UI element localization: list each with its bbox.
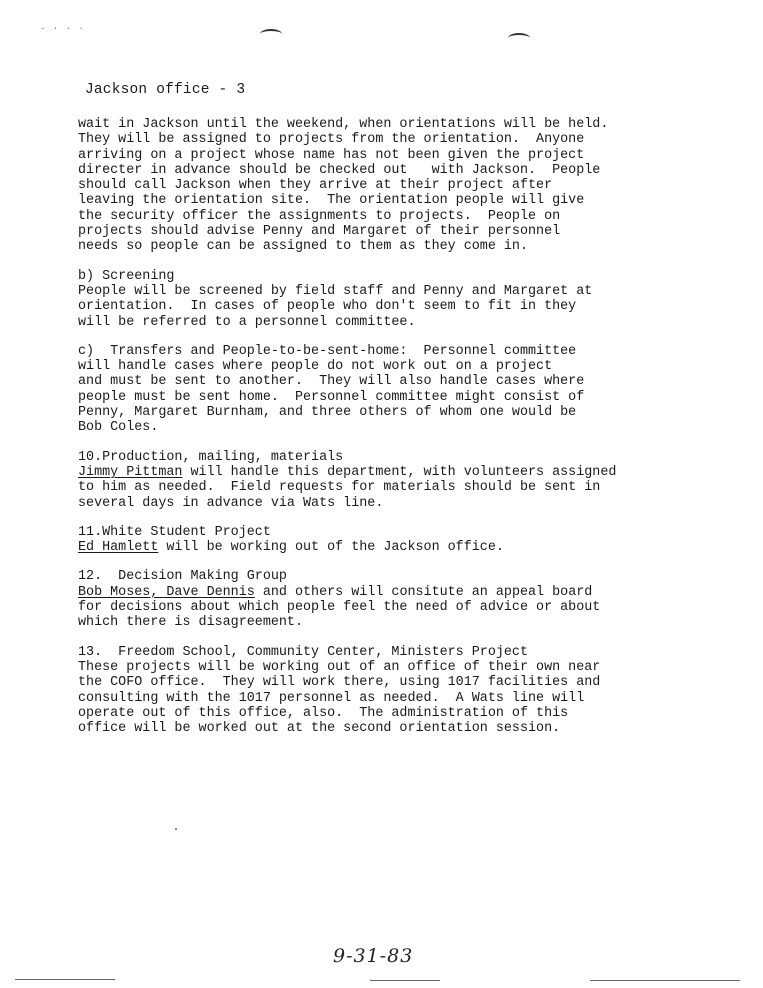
text-line: several days in advance via Wats line. — [78, 495, 384, 511]
scan-rule — [15, 979, 115, 980]
text-line: the security officer the assignments to projects. People on — [78, 208, 561, 224]
scan-smudge: - · · · — [40, 24, 85, 34]
paragraph — [78, 569, 718, 630]
text-line: arriving on a project whose name has not been given the project — [78, 147, 585, 163]
text-line: for decisions about which people feel the need of advice or about — [78, 600, 601, 616]
text-line: 11.White Student Project — [78, 524, 271, 540]
paragraph — [78, 525, 718, 556]
page-heading: Jackson office - 3 — [85, 82, 246, 98]
text-line: 12. Decision Making Group — [78, 569, 287, 585]
text-line: c) Transfers and People-to-be-sent-home: Personnel committee — [78, 343, 577, 359]
text-line: will be referred to a personnel committee. — [78, 314, 416, 330]
text-line: should call Jackson when they arrive at their project after — [78, 178, 553, 194]
paragraph — [78, 645, 718, 737]
text-line: will handle cases where people do not work out on a project — [78, 359, 553, 375]
text-line: projects should advise Penny and Margaret of their personnel — [78, 224, 561, 240]
text-line: Penny, Margaret Burnham, and three others of whom one would be — [78, 405, 577, 421]
text-line: b) Screening — [78, 268, 175, 284]
paragraph — [78, 344, 718, 436]
text-line: consulting with the 1017 personnel as needed. A Wats line will — [78, 690, 585, 706]
scan-mark — [508, 33, 530, 43]
text-line: operate out of this office, also. The administration of this — [78, 705, 569, 721]
underlined-name: Ed Hamlett — [78, 540, 159, 556]
scan-speck — [175, 828, 177, 830]
text-line: Bob Coles. — [78, 420, 159, 436]
text-line: These projects will be working out of an office of their own near — [78, 659, 601, 675]
text-line: to him as needed. Field requests for materials should be sent in — [78, 480, 601, 496]
text-line: leaving the orientation site. The orientation people will give — [78, 193, 585, 209]
document-body — [78, 117, 718, 750]
text-line: 13. Freedom School, Community Center, Ministers Project — [78, 644, 528, 660]
text-line: They will be assigned to projects from the orientation. Anyone — [78, 132, 585, 148]
document-id: 9-31-83 — [333, 945, 414, 967]
text-line: which there is disagreement. — [78, 615, 303, 631]
text-line: directer in advance should be checked out with Jackson. People — [78, 162, 601, 178]
scan-rule — [370, 980, 440, 981]
text-line: Jimmy Pittman will handle this department, with volunteers assigned — [78, 464, 617, 480]
text-line: people must be sent home. Personnel committee might consist of — [78, 389, 585, 405]
text-line: Bob Moses, Dave Dennis and others will consitute an appeal board — [78, 584, 593, 600]
text-line: Ed Hamlett will be working out of the Jackson office. — [78, 540, 504, 556]
paragraph — [78, 117, 718, 255]
text-line: office will be worked out at the second orientation session. — [78, 721, 561, 737]
text-line: the COFO office. They will work there, using 1017 facilities and — [78, 675, 601, 691]
text-line: wait in Jackson until the weekend, when orientations will be held. — [78, 117, 609, 132]
text-line: 10.Production, mailing, materials — [78, 449, 344, 465]
scan-mark — [260, 29, 282, 39]
scan-rule — [590, 980, 740, 981]
text-line: needs so people can be assigned to them as they come in. — [78, 239, 528, 255]
underlined-name: Jimmy Pittman — [78, 464, 183, 480]
paragraph — [78, 269, 718, 330]
text-line: People will be screened by field staff and Penny and Margaret at — [78, 283, 593, 299]
underlined-name: Bob Moses, Dave Dennis — [78, 584, 255, 600]
text-line: and must be sent to another. They will also handle cases where — [78, 374, 585, 390]
paragraph — [78, 450, 718, 511]
text-line: orientation. In cases of people who don't seem to fit in they — [78, 299, 577, 315]
